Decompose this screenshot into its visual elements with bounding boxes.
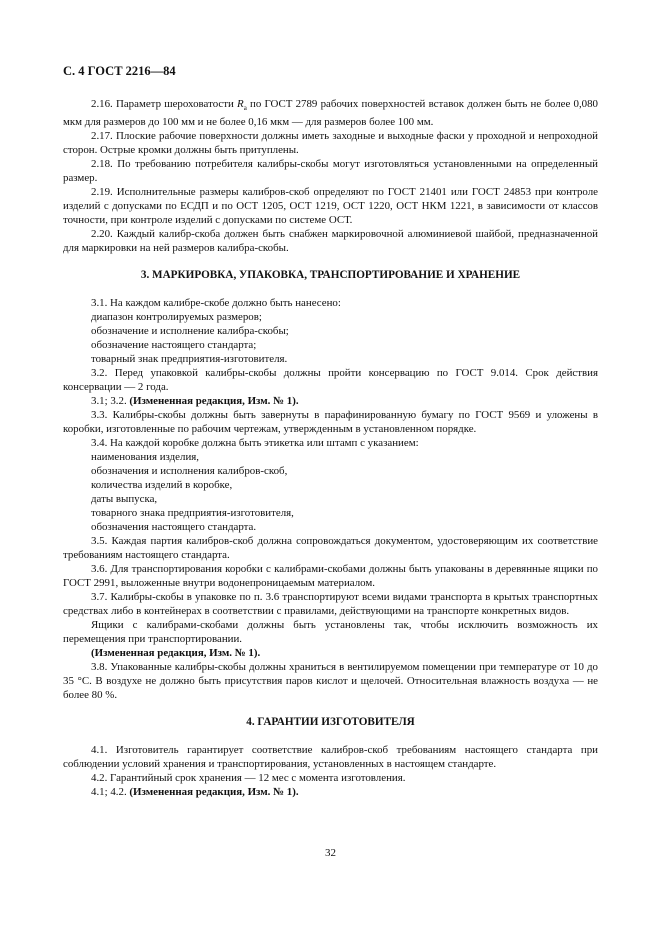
list-item: обозначения настоящего стандарта.	[91, 521, 257, 534]
list-item: товарный знак предприятия-изготовителя.	[91, 353, 288, 366]
clause-2-16-text-a: 2.16. Параметр шероховатости	[91, 98, 238, 110]
clause-3-1-list	[63, 310, 598, 366]
clause-2-16-text-b: по ГОСТ 2789 рабочих поверхностей вставок должен быть не более 0,080 мкм для размеров до 100 мм и не более 0,16 мкм — для размеров более 100 мм.	[63, 98, 599, 129]
clause-4-2: 4.2. Гарантийный срок хранения — 12 мес с момента изготовления.	[91, 772, 406, 785]
roughness-symbol: R	[237, 98, 244, 110]
clause-3-8: 3.8. Упакованные калибры-скобы должны храниться в вентилируемом помещении при температуре от 10 до 35 °С. В воздухе не должно быть присутствия паров кислот и щелочей. Относительная влажность воздуха — не более 80 %.	[63, 661, 598, 702]
clause-2-16	[63, 97, 598, 129]
clause-3-7: 3.7. Калибры-скобы в упаковке по п. 3.6 транспортируют всеми видами транспорта в крытых транспортных средствах либо в контейнерах в соответствии с правилами, действующими на транспорте конкретных видов.	[63, 591, 598, 618]
clause-3-2: 3.2. Перед упаковкой калибры-скобы должны пройти консервацию по ГОСТ 9.014. Срок действия консервации — 2 года.	[63, 367, 598, 394]
list-item: обозначение и исполнение калибра-скобы;	[91, 325, 289, 338]
clause-3-1: 3.1. На каждом калибре-скобе должно быть нанесено:	[91, 297, 341, 310]
page-header: С. 4 ГОСТ 2216—84	[63, 64, 176, 78]
page-number: 32	[325, 847, 336, 859]
clause-2-17: 2.17. Плоские рабочие поверхности должны иметь заходные и выходные фаски у проходной и непроходной сторон. Острые кромки должны быть притуплены.	[63, 130, 598, 157]
list-item: обозначения и исполнения калибров-скоб,	[91, 465, 288, 478]
clause-3-3: 3.3. Калибры-скобы должны быть завернуты в парафинированную бумагу по ГОСТ 9569 и уложены в коробки, изготовленные по рабочим чертежам, утвержденным в установленном порядке.	[63, 409, 598, 436]
amendment-note-3-7: (Измененная редакция, Изм. № 1).	[91, 647, 261, 660]
amendment-note-4-1-4-2	[63, 785, 598, 799]
list-item: даты выпуска,	[91, 493, 158, 506]
clause-4-1: 4.1. Изготовитель гарантирует соответствие калибров-скоб требованиям настоящего стандарта при соблюдении условий хранения и транспортирования, установленных в настоящем стандарте.	[63, 744, 598, 771]
list-item: диапазон контролируемых размеров;	[91, 311, 262, 324]
roughness-subscript: a	[243, 104, 247, 113]
list-item: количества изделий в коробке,	[91, 479, 233, 492]
amendment-note-3-1-3-2	[63, 394, 598, 408]
list-item: наименования изделия,	[91, 451, 200, 464]
amendment-prefix: 3.1; 3.2.	[91, 395, 130, 408]
amendment-label: (Измененная редакция, Изм. № 1).	[129, 786, 299, 799]
clause-3-6: 3.6. Для транспортирования коробки с калибрами-скобами должны быть упакованы в деревянные ящики по ГОСТ 2991, выложенные внутри водонепроницаемым материалом.	[63, 563, 598, 590]
clause-3-4: 3.4. На каждой коробке должна быть этикетка или штамп с указанием:	[91, 437, 419, 450]
clause-3-4-list	[63, 450, 598, 534]
section-4-heading: 4. ГАРАНТИИ ИЗГОТОВИТЕЛЯ	[246, 716, 415, 729]
list-item: товарного знака предприятия-изготовителя,	[91, 507, 294, 520]
clause-2-20: 2.20. Каждый калибр-скоба должен быть снабжен маркировочной алюминиевой шайбой, предназначенной для маркировки на ней размеров калибра-скобы.	[63, 228, 598, 255]
clause-2-18: 2.18. По требованию потребителя калибры-скобы могут изготовляться установленными на определенный размер.	[63, 158, 598, 185]
clause-3-5: 3.5. Каждая партия калибров-скоб должна сопровождаться документом, удостоверяющим их соответствие требованиям настоящего стандарта.	[63, 535, 598, 562]
list-item: обозначение настоящего стандарта;	[91, 339, 257, 352]
document-body	[63, 97, 598, 799]
clause-2-19: 2.19. Исполнительные размеры калибров-скоб определяют по ГОСТ 21401 или ГОСТ 24853 при контроле изделий с допусками по ЕСДП и по ОСТ 1205, ОСТ 1219, ОСТ 1220, ОСТ НКМ 1221, в зависимости от классов точности, при контроле изделий с допусками по системе ОСТ.	[63, 186, 598, 227]
section-3-heading: 3. МАРКИРОВКА, УПАКОВКА, ТРАНСПОРТИРОВАНИЕ И ХРАНЕНИЕ	[140, 269, 521, 282]
amendment-label: (Измененная редакция, Изм. № 1).	[129, 395, 299, 408]
clause-3-7-continuation: Ящики с калибрами-скобами должны быть установлены так, чтобы исключить возможность их перемещения при транспортировании.	[63, 619, 598, 646]
amendment-prefix: 4.1; 4.2.	[91, 786, 130, 799]
